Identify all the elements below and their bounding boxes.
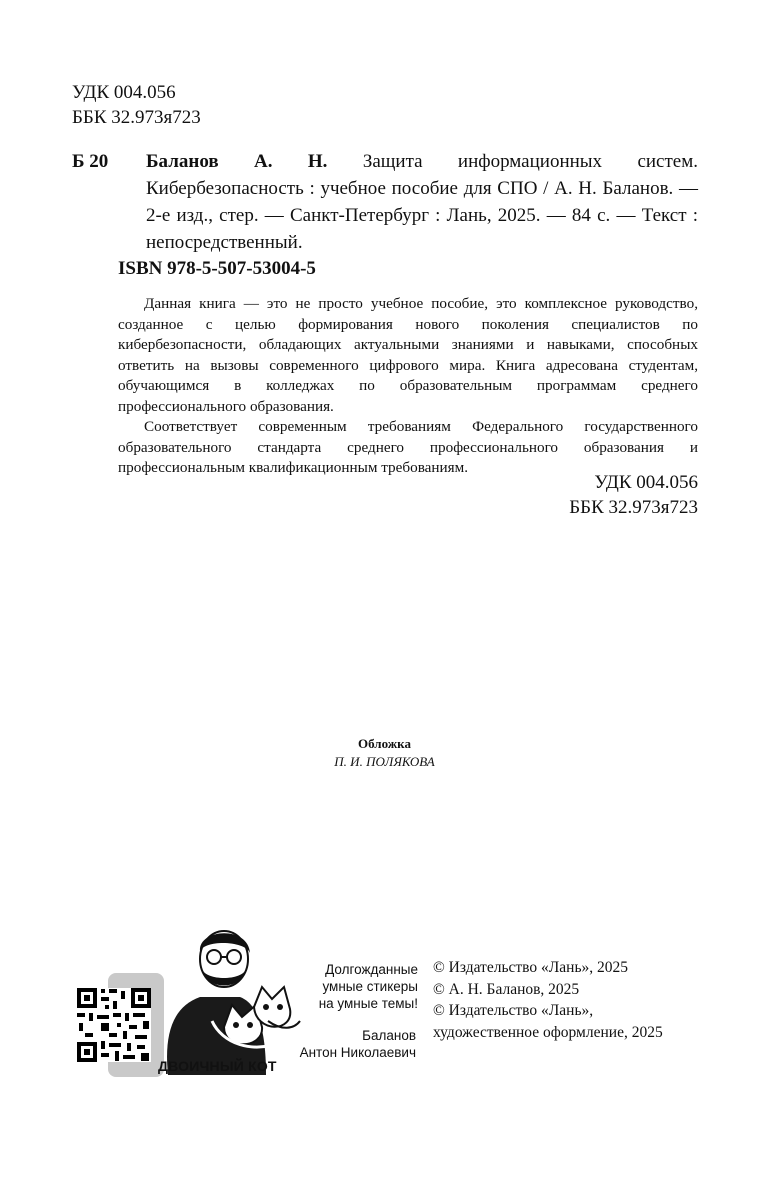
isbn: ISBN 978-5-507-53004-5 xyxy=(118,258,316,279)
copyright-line-4: художественное оформление, 2025 xyxy=(433,1023,663,1041)
cover-credit xyxy=(0,735,769,771)
abstract-paragraph-1: Данная книга — это не просто учебное пособие, это комплексное руководство, созданное с целью формирования нового поколения специалистов по кибербезопасности, обладающих актуальными знаниями и навыками, способных ответить на вызовы современного цифрового мира. Книга адресована студентам, обучающимся в колледжах по образовательным программам среднего профессионального образования. xyxy=(118,295,698,415)
man-with-cats-illustration xyxy=(167,931,300,1075)
promo-slogan-line-2: умные стикеры xyxy=(322,979,418,994)
promo-slogan-line-3: на умные темы! xyxy=(318,996,418,1011)
udk-code-footer: УДК 004.056 xyxy=(594,472,698,493)
sticker-promo xyxy=(72,925,417,1085)
author-mark: Б 20 xyxy=(72,151,109,172)
copyright-block xyxy=(433,957,663,1043)
description-text: Защита информационных систем. Кибербезопасность : учебное пособие для СПО / А. Н. Баланов. — 2-е изд., стер. — Санкт-Петербург : Лань, 2025. — 84 с. — Текст : непосредственный. xyxy=(146,151,698,253)
bibliographic-entry xyxy=(72,148,698,256)
promo-brand: ДВОИЧНЫЙ КОТ xyxy=(158,1058,277,1074)
promo-author xyxy=(282,1027,416,1061)
cover-label: Обложка xyxy=(358,736,411,751)
copyright-line-2: © А. Н. Баланов, 2025 xyxy=(433,980,580,998)
copyright-line-3: © Издательство «Лань», xyxy=(433,1002,594,1019)
author-name: Баланов А. Н. xyxy=(146,151,328,172)
bbk-code: ББК 32.973я723 xyxy=(72,107,201,128)
bibliographic-description xyxy=(146,148,698,256)
promo-author-given-names: Антон Николаевич xyxy=(299,1045,416,1060)
abstract-paragraph-2: Соответствует современным требованиям Федерального государственного образовательного стандарта среднего профессионального образования и профессиональным квалификационным требованиям. xyxy=(118,418,698,476)
abstract xyxy=(118,294,698,479)
promo-slogan-line-1: Долгожданные xyxy=(325,962,418,977)
udk-footer xyxy=(569,470,698,520)
promo-slogan xyxy=(312,961,418,1012)
copyright-line-1: © Издательство «Лань», 2025 xyxy=(433,959,629,976)
udk-header xyxy=(72,80,201,130)
cover-designer: П. И. ПОЛЯКОВА xyxy=(334,754,435,769)
qr-code-icon xyxy=(77,988,151,1062)
bbk-code-footer: ББК 32.973я723 xyxy=(569,497,698,518)
udk-code: УДК 004.056 xyxy=(72,82,176,103)
promo-author-surname: Баланов xyxy=(362,1028,416,1043)
